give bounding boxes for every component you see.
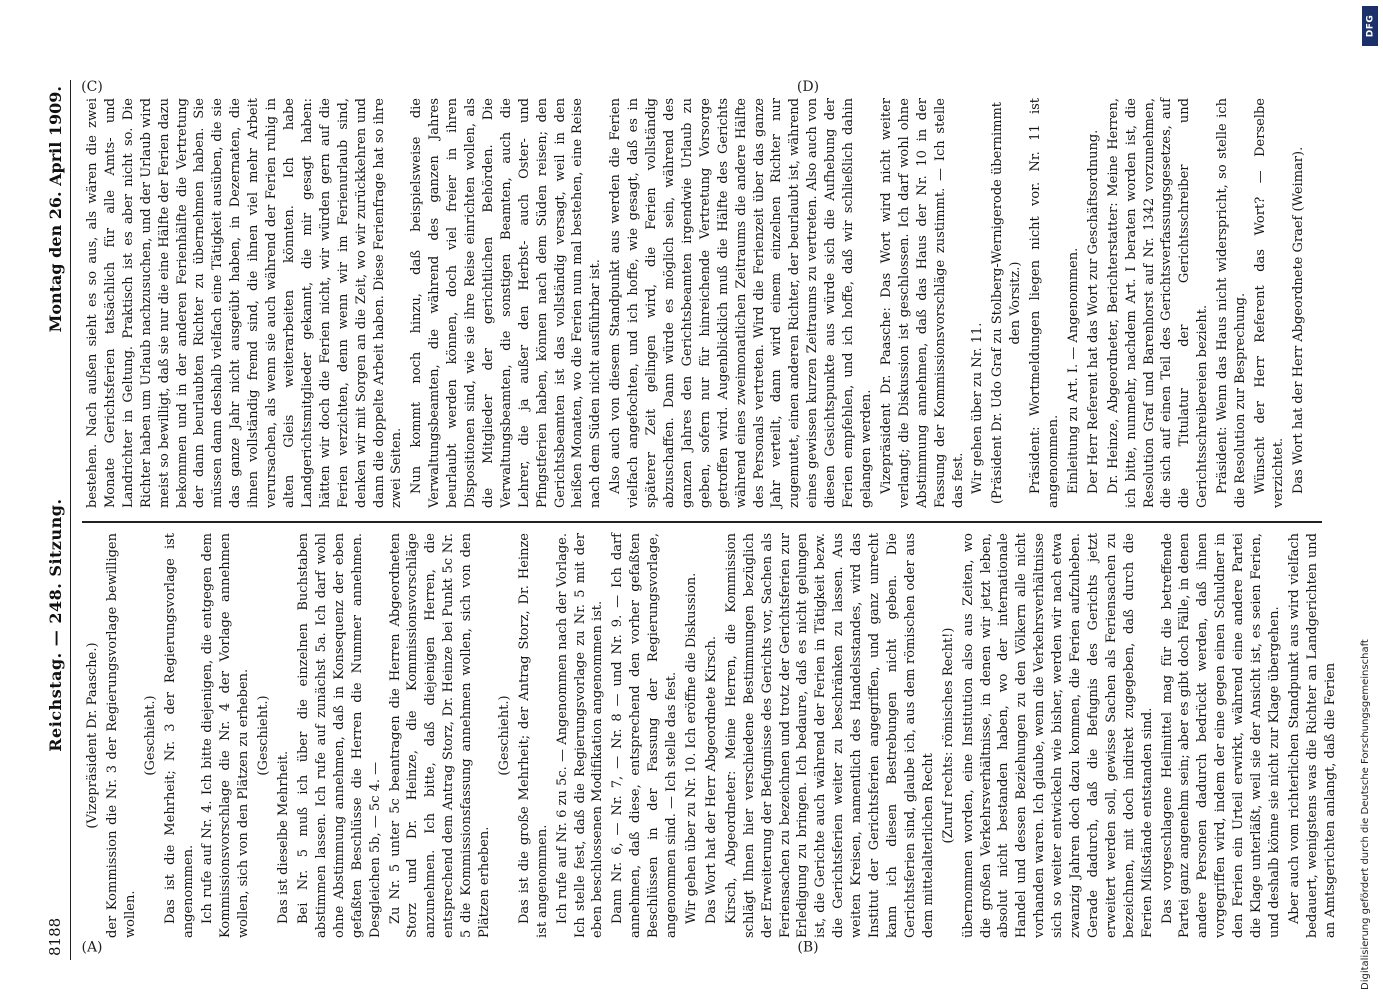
margin-marker-c: (C): [81, 79, 103, 96]
paragraph: (Präsident Dr. Udo Graf zu Stolberg-Wernigerode übernimmt den Vorsitz.): [990, 101, 1024, 505]
paragraph: Das ist die große Mehrheit; der Antrag Storz, Dr. Heinze ist angenommen.: [516, 533, 550, 938]
paragraph: Das Wort hat der Herr Abgeordnete Kirsch.: [703, 635, 719, 924]
paragraph: Dann Nr. 6, — Nr. 7, — Nr. 8 — und Nr. 9. — Ich darf annehmen, daß diese, entsprechend den vorher gefaßten Beschlüssen in der Fassung der Regierungsvorlage, angenommen sind. — Ich stelle das fest.: [610, 533, 680, 938]
paragraph: (Vizepräsident Dr. Paasche.): [85, 642, 100, 829]
margin-marker-d: (D): [796, 78, 820, 95]
paragraph: (Geschieht.): [256, 695, 272, 776]
right-column: [84, 98, 1324, 508]
column-divider: [82, 521, 1322, 523]
paragraph: Das ist dieselbe Mehrheit.: [276, 750, 292, 924]
paragraph: Ich rufe auf Nr. 4. Ich bitte diejenigen, die entgegen dem Kommissionsvorschlage die Nr. 4 der Vorlage annehmen wollen, sich von den Plätzen zu erheben.: [200, 533, 252, 938]
paragraph: (Geschieht.): [496, 695, 512, 776]
document-page: [40, 78, 1338, 960]
paragraph: Präsident: Wortmeldungen liegen nicht vor. Nr. 11 ist angenommen.: [1028, 98, 1062, 508]
paragraph: Das Wort hat der Herr Abgeordnete Graef (Weimar).: [1290, 146, 1306, 494]
paragraph: Präsident: Wenn das Haus nicht widerspricht, so stelle ich die Resolution zur Besprechung.: [1215, 98, 1249, 508]
paragraph: Der Herr Referent hat das Wort zur Geschäftsordnung.: [1085, 129, 1101, 494]
paragraph: Also auch von diesem Standpunkt aus werden die Ferien vielfach angefochten, und ich hoffe, wie gesagt, daß es in späterer Zeit gelingen wird, die Ferien vollständig abzuschaffen. Dann würde es möglich sein, während des ganzen Jahres den Gerichtsbeamten irgendwie Urlaub zu geben, sofern nur für hinreichende Vertretung Vorsorge getroffen wird. Augenblicklich muß die Hälfte des Gerichts während eines zweimonatlichen Zeitraums die andere Hälfte des Personals vertreten. Wird die Ferienzeit über das ganze Jahr verteilt, dann wird einem einzelnen Richter nur zugemutet, einen anderen Richter, der beurlaubt ist, während eines gewissen kurzen Zeitraums zu vertreten. Also auch von diesen Gesichtspunkte aus würde sich die Aufhebung der Ferien empfehlen, und ich hoffe, daß wir schließlich dahin gelangen werden.: [608, 98, 874, 508]
paragraph: Dr. Heinze, Abgeordneter, Berichterstatter: Meine Herren, ich bitte, nunmehr, nachdem Art. I beraten worden ist, die Resolution Graf und Barenhorst auf Nr. 1342 vorzunehmen, die sich auf einen Teil des Gerichtsverfassungsgesetzes, auf die Titulatur der Gerichtsschreiber und Gerichtsschreibereien bezieht.: [1105, 98, 1211, 508]
paragraph: Vizepräsident Dr. Paasche: Das Wort wird nicht weiter verlangt; die Diskussion ist geschlossen. Ich darf wohl ohne Abstimmung annehmen, daß das Haus der Nr. 10 in der Fassung der Kommissionsvorschläge zustimmt. — Ich stelle das fest.: [878, 98, 966, 508]
page-number: 8188: [46, 917, 64, 956]
paragraph: Aber auch vom richterlichen Standpunkt aus wird vielfach bedauert, wenigstens was die Richter an Landgerichten und an Amtsgerichten anlangt, daß die Ferien: [1286, 533, 1338, 938]
paragraph: Wir gehen über zu Nr. 11.: [970, 322, 986, 494]
paragraph: Wünscht der Herr Referent das Wort? — Derselbe verzichtet.: [1253, 98, 1286, 508]
paragraph: Zu Nr. 5 unter 5c beantragen die Herren Abgeordneten Storz und Dr. Heinze, die Kommissionsvorschläge anzunehmen. Ich bitte, daß diejenigen Herren, die entsprechend dem Antrag Storz, Dr. Heinze bei Punkt 5c Nr. 5 die Kommissionsfassung annehmen wollen, sich von den Plätzen erheben.: [387, 533, 493, 938]
paragraph: Das ist die Mehrheit; Nr. 3 der Regierungsvorlage ist angenommen.: [162, 533, 196, 938]
paragraph: Ich rufe auf Nr. 6 zu 5c. — Angenommen nach der Vorlage. Ich stelle fest, daß die Regierungsvorlage zu Nr. 5 mit der eben beschlossenen Modifikation angenommen ist.: [554, 533, 606, 938]
paragraph: Nun kommt noch hinzu, daß beispielsweise die Verwaltungsbeamten, die während des ganzen Jahres beurlaubt werden können, doch viel freier in ihren Dispositionen sind, wie sie ihre Reise einrichten wollen, als die Mitglieder der gerichtlichen Behörden. Die Verwaltungsbeamten, die sonstigen Beamten, auch die Lehrer, die ja außer den Herbst- auch Oster- und Pfingstferien haben, können nach dem Süden reisen; den Gerichtsbeamten ist das vollständig versagt, weil in den heißen Monaten, wo die Ferien nun mal bestehen, eine Reise nach dem Süden nicht ausführbar ist.: [409, 98, 604, 508]
page-header: [40, 80, 71, 960]
digitization-note: Digitalisierung gefördert durch die Deutsche Forschungsgemeinschaft: [1360, 639, 1371, 990]
paragraph: Wir gehen über zu Nr. 10. Ich eröffne die Diskussion.: [684, 572, 699, 924]
paragraph: der Kommission die Nr. 3 der Regierungsvorlage bewilligen wollen.: [104, 533, 138, 938]
paragraph: (Zuruf rechts: römisches Recht!): [940, 627, 956, 844]
paragraph: Kirsch, Abgeordneter: Meine Herren, die Kommission schlägt Ihnen hier verschiedene Bestimmungen bezüglich der Erweiterung der Befugnisse des Gerichts vor, Sachen als Feriensachen zu bezeichnen und trotz der Gerichtsferien zur Erledigung zu bringen. Ich bedaure, daß es nicht gelungen ist, die Gerichte auch während der Ferien in Tätigkeit bezw. die Gerichtsferien weiter zu beschränken zu lassen. Aus weiten Kreisen, namentlich des Handelsstandes, wird das Institut der Gerichtsferien angegriffen, und ganz unrecht kann ich diesen Bestrebungen nicht geben. Die Gerichtsferien sind, glaube ich, aus dem römischen oder aus dem mittelalterlichen Recht: [723, 533, 936, 938]
paragraph: übernommen worden, eine Institution also aus Zeiten, wo die großen Verkehrsverhältnisse, in denen wir jetzt leben, absolut nicht bestanden haben, wo der internationale Handel und dessen Beziehungen zu den Völkern alle nicht vorhanden waren. Ich glaube, wenn die Verkehrsverhältnisse sich so weiter entwickeln wie bisher, werden wir nach etwa zwanzig Jahren doch dazu kommen, die Ferien aufzuheben. Gerade dadurch, daß die Befugnis des Gerichts jetzt erweitert werden soll, gewisse Sachen als Feriensachen zu bezeichnen, mit doch indirekt zugegeben, daß durch die Ferien Mißstände entstanden sind.: [960, 533, 1155, 938]
session-title: Reichstag. — 248. Sitzung.: [45, 498, 65, 752]
margin-marker-b: (B): [797, 939, 819, 956]
session-date: Montag den 26. April 1909.: [45, 86, 65, 333]
dfg-logo-text: DFG: [1365, 14, 1376, 38]
margin-marker-a: (A): [81, 939, 103, 956]
paragraph: Bei Nr. 5 muß ich über die einzelnen Buchstaben abstimmen lassen. Ich rufe auf zunächst 5a. Ich darf wohl ohne Abstimmung annehmen, daß in Konsequenz der eben gefaßten Beschlüsse die Herren die Nummer annehmen. Desgleichen 5b, — 5c 4. —: [295, 533, 383, 938]
paragraph: (Geschieht.): [142, 695, 158, 776]
paragraph: Das vorgeschlagene Heilmittel mag für die betreffende Partei ganz angenehm sein; aber es gibt doch Fälle, in denen andere Personen dadurch bedrückt werden, daß ihnen vorgegriffen wird, indem der eine gegen einen Schuldner in den Ferien ein Urteil erwirkt, während eine andere Partei die Klage unterläßt, weil sie der Ansicht ist, es seien Ferien, und deshalb könne sie nicht zur Klage übergehen.: [1159, 533, 1282, 938]
paragraph: bestehen. Nach außen sieht es so aus, als wären die zwei Monate Gerichtsferien tatsächlich für alle Amts- und Landrichter in Geltung. Praktisch ist es aber nicht so. Die Richter haben um Urlaub nachzusuchen, und der Urlaub wird meist so bewilligt, daß sie nur die eine Hälfte der Ferien dazu bekommen und in der anderen Ferienhälfte die Vertretung der dann beurlaubten Richter zu übernehmen haben. Sie müssen dann deshalb vielfach eine Tätigkeit ausüben, die sie das ganze Jahr nicht ausgeübt haben, in Dezernaten, die ihnen vollständig fremd sind, die ihnen viel mehr Arbeit verursachen, als wenn sie auch während der Ferien ruhig in alten Gleis weiterarbeiten könnten. Ich habe Landgerichtsmitglieder gekannt, die mir gesagt haben: hätten wir doch die Ferien nicht, wir würden gern auf die Ferien verzichten, denn wenn wir im Ferienurlaub sind, denken wir mit Sorgen an die Zeit, wo wir zurückkehren und dann die doppelte Arbeit haben. Diese Ferienfrage hat so ihre zwei Seiten.: [85, 98, 405, 508]
paragraph: Einleitung zu Art. I. — Angenommen.: [1065, 247, 1081, 494]
left-column: [84, 533, 1338, 938]
